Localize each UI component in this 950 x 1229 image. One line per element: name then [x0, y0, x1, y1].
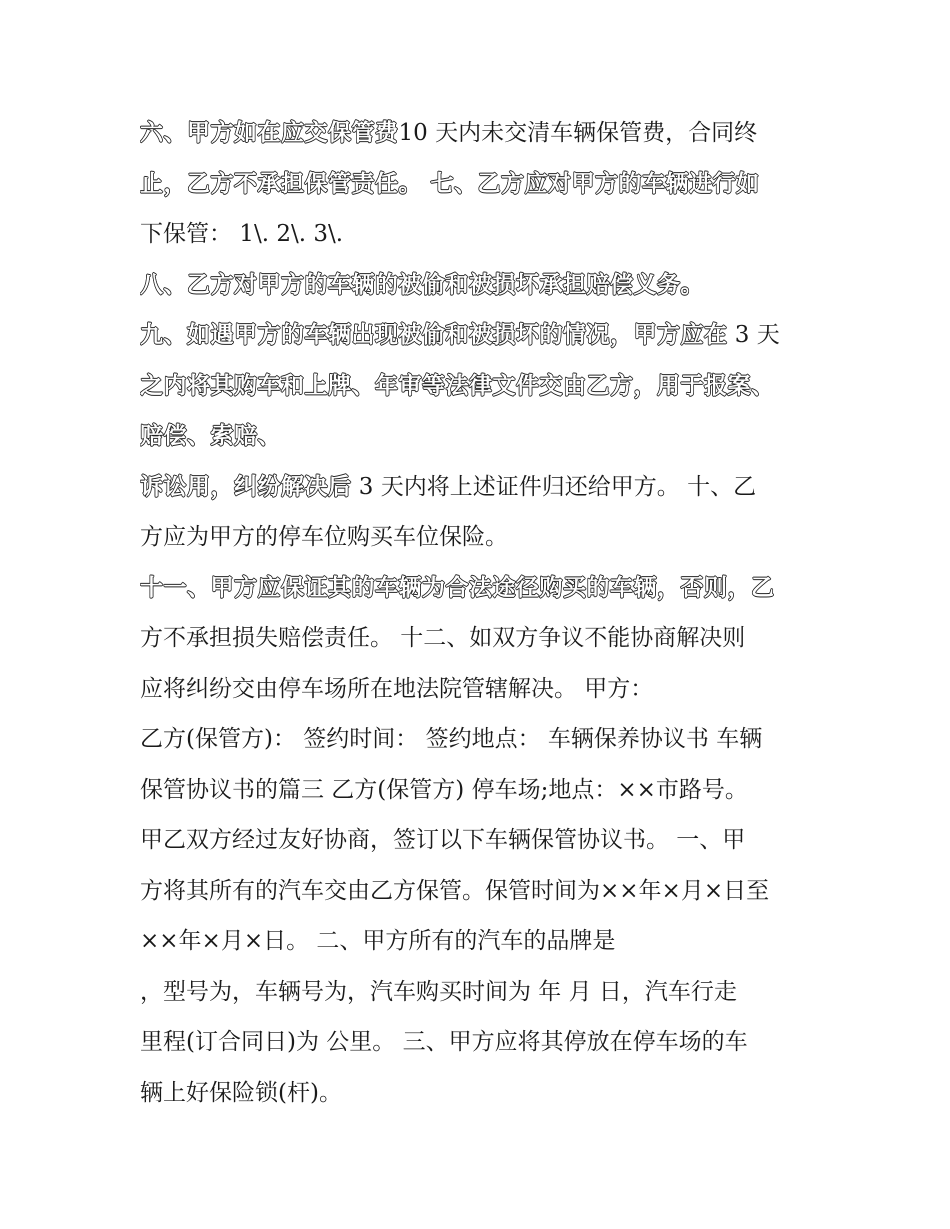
plain-text: 方不承担损失赔偿责任。 十二、如双方争议不能协商解决则 [140, 625, 746, 651]
text-line-6 [140, 361, 820, 412]
plain-text: 里程(订合同日)为 公里。 三、甲方应将其停放在停车场的车 [140, 1029, 748, 1055]
text-line-11 [140, 613, 820, 664]
text-line-19 [140, 1017, 820, 1068]
outlined-text: 诉讼用，纠纷解决后 [140, 473, 352, 500]
text-line-8 [140, 462, 820, 513]
plain-text: 下保管： 1\. 2\. 3\. [140, 221, 344, 247]
contract-text [140, 108, 820, 1118]
plain-text: 甲乙双方经过友好协商，签订以下车辆保管协议书。 一、甲 [140, 827, 746, 853]
text-line-3 [140, 209, 820, 260]
plain-text: 3 天 [727, 322, 780, 348]
text-line-17 [140, 916, 820, 967]
text-line-2 [140, 159, 820, 210]
outlined-text: 十一、甲方应保证其的车辆为合法途径购买的车辆，否则，乙 [140, 574, 775, 601]
text-line-20 [140, 1068, 820, 1119]
text-line-16 [140, 866, 820, 917]
plain-text: 应将纠纷交由停车场所在地法院管辖解决。 甲方： [140, 675, 654, 702]
text-line-5 [140, 310, 820, 361]
text-line-14 [140, 765, 820, 816]
outlined-text: 赔偿、索赔、 [140, 423, 281, 449]
text-line-9 [140, 512, 820, 563]
text-line-10 [140, 563, 820, 614]
outlined-text: 八、乙方对甲方的车辆的被偷和被损坏承担赔偿义务。 [140, 271, 704, 298]
plain-text: 方应为甲方的停车位购买车位保险。 [140, 524, 508, 550]
text-line-1 [140, 108, 820, 159]
text-line-4 [140, 260, 820, 311]
outlined-text: 之内将其购车和上牌、年审等法律文件交由乙方，用于报案、 [140, 372, 775, 399]
text-line-7 [140, 411, 820, 462]
text-line-13 [140, 714, 820, 765]
plain-text: 乙方(保管方)： 签约时间： 签约地点： 车辆保养协议书 车辆 [140, 726, 763, 752]
plain-text: 保管协议书的篇三 乙方(保管方) 停车场;地点：××市路号。 [140, 776, 748, 803]
plain-text: 10 天内未交清车辆保管费，合同终 [398, 120, 758, 146]
plain-text: ××年×月×日。 二、甲方所有的汽车的品牌是 [140, 928, 616, 954]
plain-text: 3 天内将上述证件归还给甲方。 十、乙 [351, 473, 757, 500]
plain-text: 方将其所有的汽车交由乙方保管。保管时间为××年×月×日至 [140, 877, 770, 904]
outlined-text: 九、如遇甲方的车辆出现被偷和被损坏的情况，甲方应在 [140, 322, 728, 348]
text-line-15 [140, 815, 820, 866]
text-line-12 [140, 664, 820, 715]
plain-text: 辆上好保险锁(杆)。 [140, 1079, 342, 1106]
text-line-18 [140, 967, 820, 1018]
outlined-text: 止，乙方不承担保管责任。 七、乙方应对甲方的车辆进行如 [140, 170, 760, 197]
outlined-text: 六、甲方如在应交保管费 [140, 120, 399, 146]
plain-text: ，型号为，车辆号为，汽车购买时间为 年 月 日，汽车行走 [140, 978, 737, 1005]
